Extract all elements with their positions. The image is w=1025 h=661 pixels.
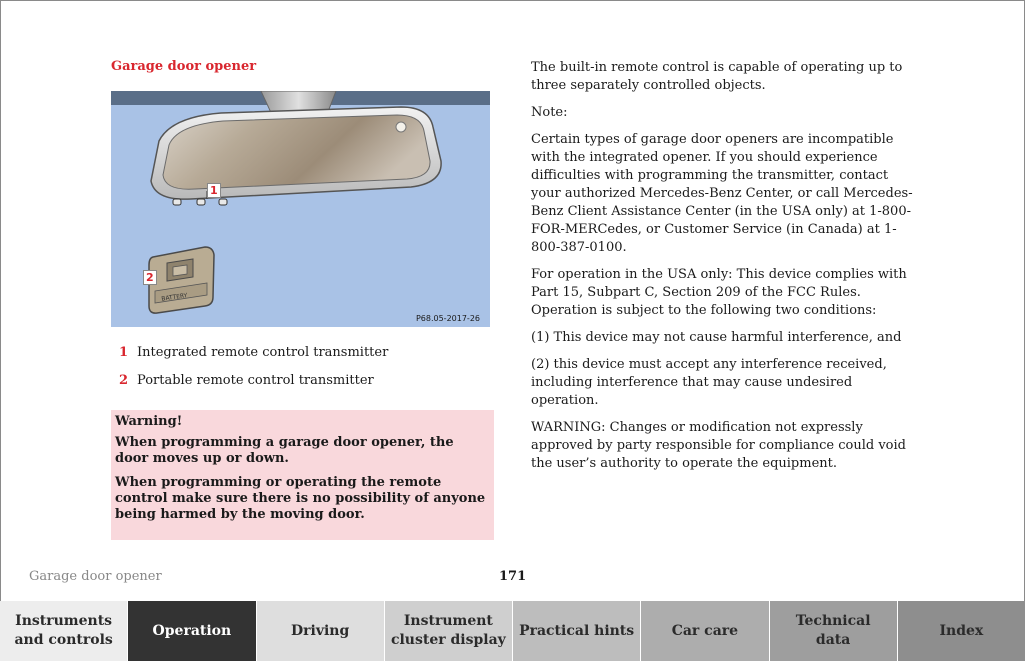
legend-number: 2 xyxy=(119,373,129,388)
body-paragraph: The built-in remote control is capable of operating up to three separately controlled objects. xyxy=(531,60,903,93)
figure-code: P68.05-2017-26 xyxy=(415,314,480,323)
footer-section-title: Garage door opener xyxy=(29,569,162,584)
nav-tab-label: Technical xyxy=(795,613,871,629)
nav-tab-label: Instrument xyxy=(403,613,493,629)
warning-box xyxy=(111,410,494,540)
nav-tab-label: Index xyxy=(939,622,984,639)
body-paragraph: Certain types of garage door openers are incompatible with the integrated opener. If you should experience difficulties with programming the transmitter, contact your authorized Mercedes-Benz Center, or call Mercedes-Benz Client Assistance Center (in the USA only) at 1-800-FOR-MERCedes, or Customer Service (in Canada) at 1-800-387-0100. xyxy=(531,132,913,255)
warning-title: Warning! xyxy=(115,414,183,429)
nav-tab-label: cluster display xyxy=(390,632,506,648)
nav-tab-label: Instruments xyxy=(15,613,113,629)
body-paragraph: (1) This device may not cause harmful interference, and xyxy=(531,330,902,345)
nav-tab-technical-data[interactable] xyxy=(770,601,898,661)
nav-tab-instrument-cluster-display[interactable] xyxy=(385,601,513,661)
figure-callout-2: 2 xyxy=(143,270,157,285)
nav-tab-label: Operation xyxy=(152,622,232,639)
nav-tab-index[interactable] xyxy=(898,601,1025,661)
legend-text: Portable remote control transmitter xyxy=(137,373,374,388)
legend-number: 1 xyxy=(119,345,129,360)
nav-tab-label: Driving xyxy=(290,622,350,639)
figure-callout-1: 1 xyxy=(207,183,221,198)
nav-tab-operation[interactable] xyxy=(128,601,256,661)
portable-transmitter-icon xyxy=(149,247,214,313)
body-paragraph: (2) this device must accept any interference received, including interference that may cause undesired operation. xyxy=(531,357,887,408)
legend-item-1 xyxy=(119,345,388,360)
page-number: 171 xyxy=(499,569,527,584)
legend-text: Integrated remote control transmitter xyxy=(137,345,389,360)
body-paragraph: WARNING: Changes or modification not expressly approved by party responsible for compliance could void the user’s authority to operate the equipment. xyxy=(531,420,906,471)
legend-item-2 xyxy=(119,373,374,388)
chapter-navbar xyxy=(0,601,1025,661)
nav-tab-label: Practical hints xyxy=(519,622,635,639)
battery-label: BATTERY xyxy=(160,292,188,303)
nav-tab-label: and controls xyxy=(14,632,113,648)
nav-tab-driving[interactable] xyxy=(257,601,385,661)
nav-tab-practical-hints[interactable] xyxy=(513,601,641,661)
body-paragraph: For operation in the USA only: This device complies with Part 15, Subpart C, Section 209 of the FCC Rules. Operation is subject to the following two conditions: xyxy=(531,267,907,318)
mirror-drawing xyxy=(111,91,490,327)
mirror-illustration xyxy=(111,91,490,327)
nav-tab-car-care[interactable] xyxy=(641,601,769,661)
warning-paragraph: When programming a garage door opener, the door moves up or down. xyxy=(115,435,454,466)
note-label: Note: xyxy=(531,105,568,120)
warning-paragraph: When programming or operating the remote control make sure there is no possibility of anyone being harmed by the moving door. xyxy=(115,475,486,522)
nav-tab-label: Car care xyxy=(671,622,739,639)
nav-tab-label: data xyxy=(815,632,851,648)
section-title: Garage door opener xyxy=(111,59,257,74)
nav-tab-instruments-and-controls[interactable] xyxy=(0,601,128,661)
body-text-column xyxy=(531,59,916,482)
